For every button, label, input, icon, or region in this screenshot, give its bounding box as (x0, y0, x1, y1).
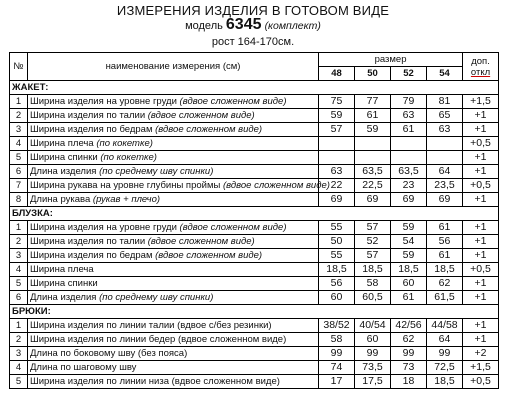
row-number: 2 (10, 235, 28, 249)
row-number: 1 (10, 95, 28, 109)
size-value: 57 (355, 249, 391, 263)
size-value: 63,5 (391, 165, 427, 179)
size-header: 54 (427, 67, 463, 81)
measurement-name-cell (28, 193, 319, 207)
size-value: 65 (427, 109, 463, 123)
table-row (10, 179, 499, 193)
table-row (10, 235, 499, 249)
measurement-note: (вдвое сложенном виде) (155, 250, 263, 261)
size-value: 75 (319, 95, 355, 109)
tolerance-value: +0,5 (463, 263, 499, 277)
size-value: 63 (427, 123, 463, 137)
tolerance-label-2: откл (470, 66, 491, 78)
measurement-note: (по среднему шву спинки) (99, 166, 214, 177)
model-line (0, 16, 506, 34)
row-number: 3 (10, 123, 28, 137)
measurement-name: Ширина изделия на уровне груди (30, 96, 177, 107)
tolerance-value: +1 (463, 235, 499, 249)
size-value (355, 137, 391, 151)
size-value: 69 (391, 193, 427, 207)
size-value: 57 (319, 123, 355, 137)
row-number: 6 (10, 291, 28, 305)
height-range: рост 164-170см. (211, 36, 295, 48)
size-value: 99 (319, 347, 355, 361)
section-row (10, 81, 499, 95)
measurement-note: (по среднему шву спинки) (99, 292, 214, 303)
size-value: 60 (355, 333, 391, 347)
tolerance-value: +0,5 (463, 375, 499, 389)
measurement-name-cell (28, 347, 319, 361)
size-header: 48 (319, 67, 355, 81)
size-value: 63 (319, 165, 355, 179)
section-title: БЛУЗКА: (10, 207, 499, 221)
size-value (319, 151, 355, 165)
header-row (10, 53, 499, 67)
measurement-name: Ширина плеча (30, 138, 94, 149)
size-value: 17,5 (355, 375, 391, 389)
size-value: 56 (427, 235, 463, 249)
measurement-name: Ширина изделия по бедрам (30, 250, 153, 261)
measurement-name: Длина по боковому шву (без пояса) (30, 348, 188, 359)
row-number: 3 (10, 347, 28, 361)
size-value: 58 (355, 277, 391, 291)
measurement-name-cell (28, 221, 319, 235)
model-number: 6345 (225, 16, 262, 33)
measurement-name: Ширина плеча (30, 264, 94, 275)
size-value: 58 (319, 333, 355, 347)
measurement-name-cell (28, 109, 319, 123)
size-value: 64 (427, 333, 463, 347)
size-value: 56 (319, 277, 355, 291)
size-value: 23 (391, 179, 427, 193)
measurement-name: Длина по шаговому шву (30, 362, 137, 373)
measurement-name: Ширина изделия на уровне груди (30, 222, 177, 233)
measurement-note: (по кокетке) (96, 138, 153, 149)
size-value: 18,5 (355, 263, 391, 277)
size-value: 59 (319, 109, 355, 123)
size-value (427, 151, 463, 165)
measurement-name: Ширина изделия по линии талии (вдвое с/без резинки) (30, 320, 272, 331)
table-row (10, 277, 499, 291)
size-value: 61,5 (427, 291, 463, 305)
table-row (10, 319, 499, 333)
table-row (10, 333, 499, 347)
size-value: 44/58 (427, 319, 463, 333)
table-row (10, 291, 499, 305)
measurement-name: Ширина изделия по линии низа (вдвое сложенном виде) (30, 376, 280, 387)
size-value: 22,5 (355, 179, 391, 193)
tolerance-value: +1,5 (463, 95, 499, 109)
size-value: 69 (427, 193, 463, 207)
model-note: (комплект) (264, 20, 321, 32)
table-row (10, 95, 499, 109)
measurement-name-cell (28, 291, 319, 305)
table-row (10, 375, 499, 389)
tolerance-value: +1 (463, 193, 499, 207)
measurement-name: Ширина изделия по талии (30, 110, 146, 121)
size-value: 63,5 (355, 165, 391, 179)
size-value: 50 (319, 235, 355, 249)
measurement-name-cell (28, 123, 319, 137)
size-value: 61 (391, 123, 427, 137)
size-value: 74 (319, 361, 355, 375)
measurement-name: Ширина изделия по бедрам (30, 124, 153, 135)
size-value: 18,5 (427, 375, 463, 389)
size-value: 59 (391, 221, 427, 235)
row-number: 7 (10, 179, 28, 193)
size-value: 59 (355, 123, 391, 137)
table-row (10, 123, 499, 137)
measurement-note: (вдвое сложенном виде) (179, 222, 287, 233)
size-value: 72,5 (427, 361, 463, 375)
measurement-name: Ширина изделия по талии (30, 236, 146, 247)
measurement-note: (по кокетке) (100, 152, 157, 163)
page-title: ИЗМЕРЕНИЯ ИЗДЕЛИЯ В ГОТОВОМ ВИДЕ (116, 3, 390, 18)
size-value: 17 (319, 375, 355, 389)
row-number: 1 (10, 319, 28, 333)
row-number: 1 (10, 221, 28, 235)
measurement-name-cell (28, 151, 319, 165)
size-header: 50 (355, 67, 391, 81)
tolerance-value: +0,5 (463, 179, 499, 193)
size-value: 18 (391, 375, 427, 389)
measurement-name-cell (28, 249, 319, 263)
size-header: 52 (391, 67, 427, 81)
tolerance-value: +1 (463, 165, 499, 179)
row-number: 6 (10, 165, 28, 179)
row-number: 5 (10, 375, 28, 389)
tolerance-value: +1 (463, 319, 499, 333)
measurement-name-cell (28, 263, 319, 277)
measurement-name: Ширина спинки (30, 278, 98, 289)
size-value: 69 (319, 193, 355, 207)
tolerance-value: +1 (463, 123, 499, 137)
size-value: 52 (355, 235, 391, 249)
tolerance-value: +1 (463, 249, 499, 263)
size-value: 42/56 (391, 319, 427, 333)
row-number: 2 (10, 333, 28, 347)
measurement-name-cell (28, 361, 319, 375)
size-value: 61 (427, 221, 463, 235)
tolerance-value: +2 (463, 347, 499, 361)
row-number: 4 (10, 137, 28, 151)
section-title: БРЮКИ: (10, 305, 499, 319)
tolerance-value: +1,5 (463, 361, 499, 375)
measurement-note: (рукав + плечо) (92, 194, 161, 205)
measurement-name: Длина изделия (30, 166, 97, 177)
size-value: 77 (355, 95, 391, 109)
tolerance-value: +1 (463, 277, 499, 291)
size-value: 73,5 (355, 361, 391, 375)
size-value (355, 151, 391, 165)
size-value: 61 (391, 291, 427, 305)
tolerance-value: +0,5 (463, 137, 499, 151)
measurement-name-cell (28, 235, 319, 249)
measurement-note: (вдвое сложенном виде) (147, 236, 255, 247)
table-row (10, 109, 499, 123)
measurement-name-cell (28, 319, 319, 333)
size-value: 60 (391, 277, 427, 291)
measurement-note: (вдвое сложенном виде) (155, 124, 263, 135)
size-value: 18,5 (427, 263, 463, 277)
size-value: 62 (391, 333, 427, 347)
measurement-name-cell (28, 95, 319, 109)
size-value: 99 (391, 347, 427, 361)
size-value (319, 137, 355, 151)
row-number: 3 (10, 249, 28, 263)
row-number: 4 (10, 263, 28, 277)
tolerance-value: +1 (463, 109, 499, 123)
measurement-name-cell (28, 137, 319, 151)
size-value: 55 (319, 249, 355, 263)
table-row (10, 137, 499, 151)
table-row (10, 263, 499, 277)
size-value: 99 (355, 347, 391, 361)
col-name-header: наименование измерения (см) (28, 53, 319, 81)
size-value: 18,5 (319, 263, 355, 277)
col-no-header: № (10, 53, 28, 81)
measurement-name-cell (28, 277, 319, 291)
measurement-note: (вдвое сложенном виде) (147, 110, 255, 121)
measurement-name-cell (28, 333, 319, 347)
size-value: 38/52 (319, 319, 355, 333)
table-row (10, 361, 499, 375)
table-row (10, 193, 499, 207)
size-value (391, 137, 427, 151)
measurement-name: Ширина спинки (30, 152, 98, 163)
size-value: 61 (355, 109, 391, 123)
size-value: 73 (391, 361, 427, 375)
size-value: 18,5 (391, 263, 427, 277)
row-number: 5 (10, 151, 28, 165)
measurement-name: Ширина рукава на уровне глубины проймы (30, 180, 221, 191)
table-row (10, 151, 499, 165)
size-value: 23,5 (427, 179, 463, 193)
row-number: 4 (10, 361, 28, 375)
measurement-name: Длина изделия (30, 292, 97, 303)
measurement-name: Ширина изделия по линии бедер (вдвое сложенном виде) (30, 334, 287, 345)
size-value: 63 (391, 109, 427, 123)
tolerance-value: +1 (463, 291, 499, 305)
table-row (10, 165, 499, 179)
size-value (427, 137, 463, 151)
size-value: 69 (355, 193, 391, 207)
size-value: 57 (355, 221, 391, 235)
col-size-header: размер (319, 53, 463, 67)
size-value: 40/54 (355, 319, 391, 333)
size-value: 55 (319, 221, 355, 235)
size-value: 81 (427, 95, 463, 109)
measurement-name-cell (28, 375, 319, 389)
model-label: модель (185, 20, 223, 32)
table-row (10, 249, 499, 263)
table-row (10, 221, 499, 235)
size-value: 60 (319, 291, 355, 305)
size-value: 79 (391, 95, 427, 109)
tolerance-value: +1 (463, 151, 499, 165)
size-value: 99 (427, 347, 463, 361)
size-value: 62 (427, 277, 463, 291)
col-tolerance-header (463, 53, 499, 81)
section-row (10, 305, 499, 319)
size-value: 61 (427, 249, 463, 263)
size-value: 22 (319, 179, 355, 193)
size-value: 59 (391, 249, 427, 263)
measurement-name-cell (28, 165, 319, 179)
measurement-note: (вдвое сложенном виде) (179, 96, 287, 107)
tolerance-label-1: доп. (471, 55, 490, 67)
section-row (10, 207, 499, 221)
size-value (391, 151, 427, 165)
table-row (10, 347, 499, 361)
size-value: 60,5 (355, 291, 391, 305)
size-value: 64 (427, 165, 463, 179)
size-value: 54 (391, 235, 427, 249)
measurements-table (9, 52, 499, 389)
measurement-name-cell (28, 179, 330, 193)
section-title: ЖАКЕТ: (10, 81, 499, 95)
tolerance-value: +1 (463, 333, 499, 347)
row-number: 2 (10, 109, 28, 123)
measurement-note: (вдвое сложенном виде) (222, 180, 330, 191)
row-number: 8 (10, 193, 28, 207)
row-number: 5 (10, 277, 28, 291)
tolerance-value: +1 (463, 221, 499, 235)
measurement-name: Длина рукава (30, 194, 91, 205)
